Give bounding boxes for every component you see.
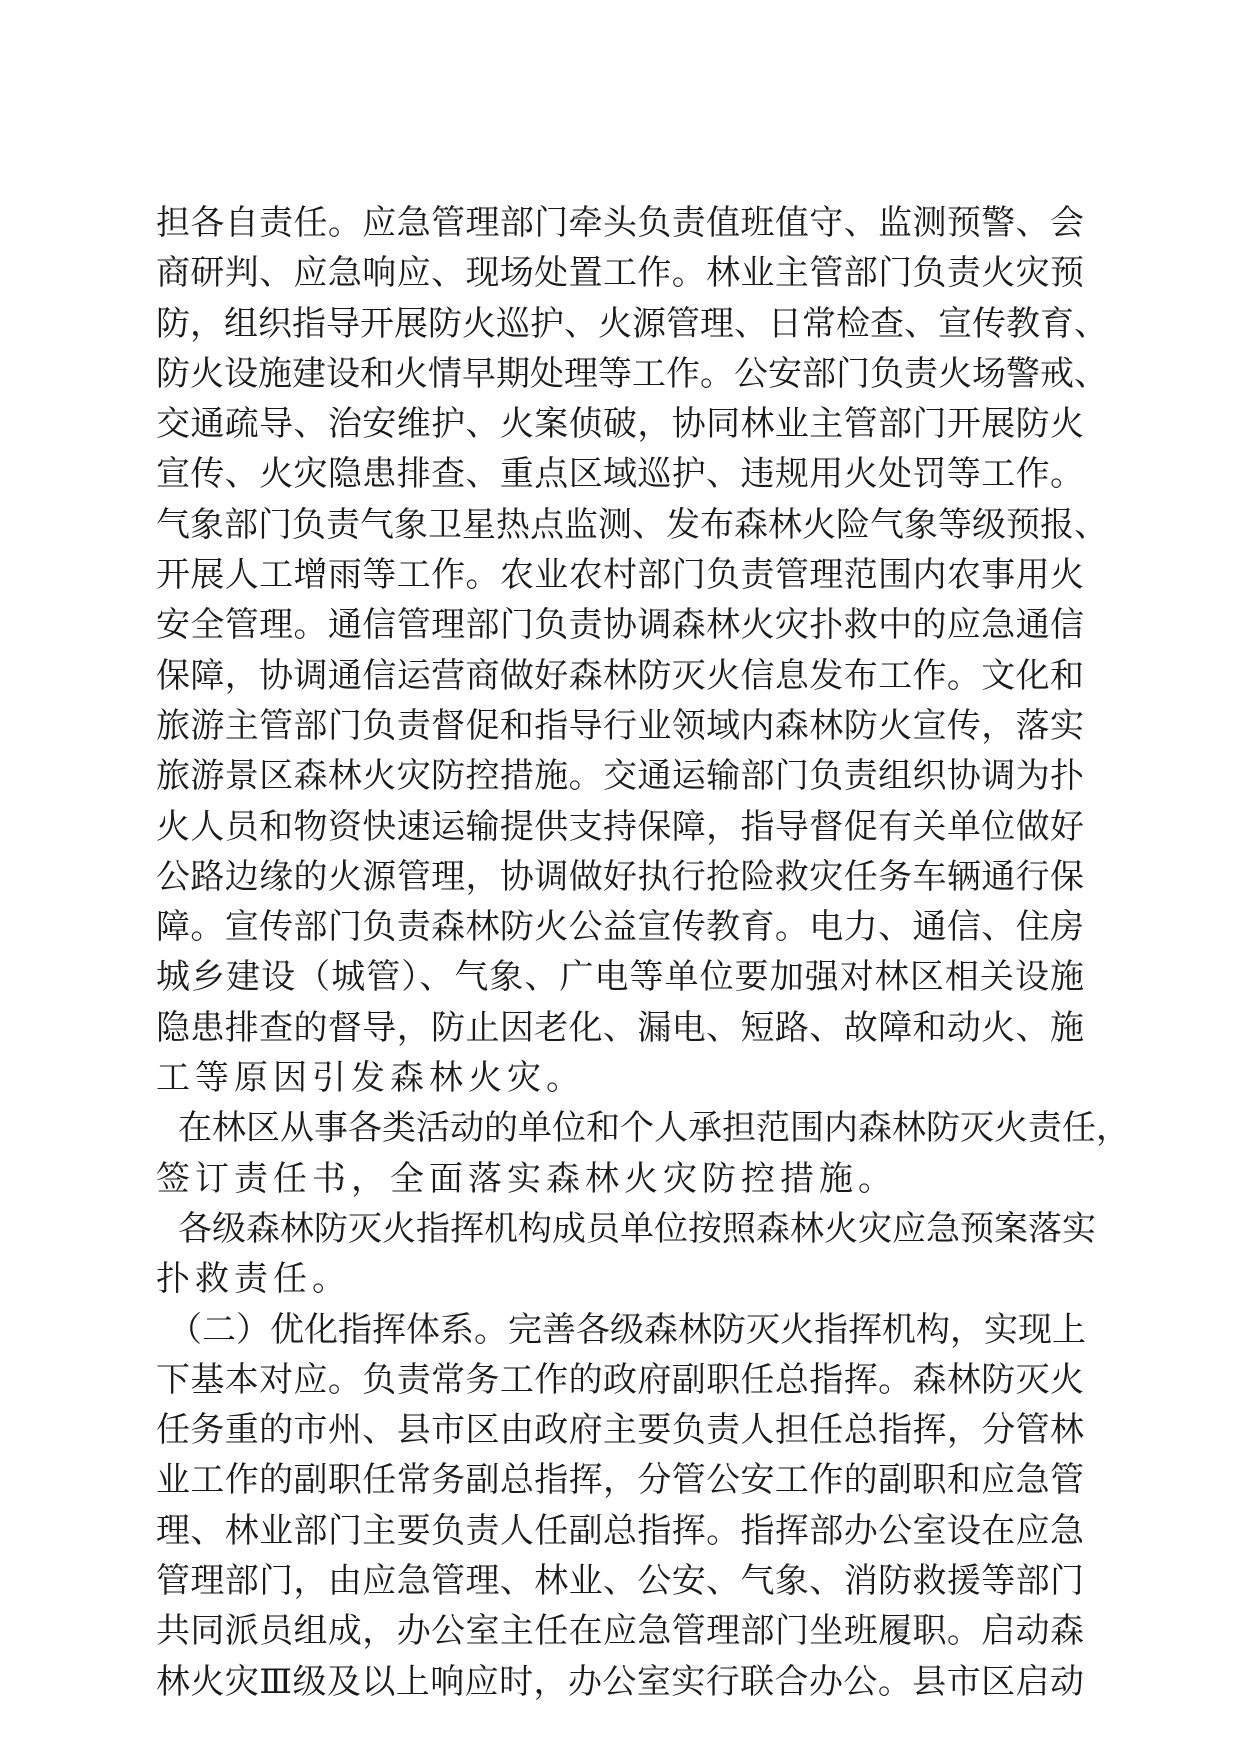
text-line: 林火灾Ⅲ级及以上响应时，办公室实行联合办公。县市区启动 <box>156 1661 1084 1702</box>
text-line: 各级森林防灭火指挥机构成员单位按照森林火灾应急预案落实 <box>178 1208 1096 1249</box>
document-body <box>156 198 1130 1707</box>
text-line: 任务重的市州、县市区由政府主要负责人担任总指挥，分管林 <box>156 1410 1084 1451</box>
text-line: 签订责任书，全面落实森林火灾防控措施。 <box>156 1158 897 1199</box>
text-line: 障。宣传部门负责森林防火公益宣传教育。电力、通信、住房 <box>156 907 1084 948</box>
text-line: 气象部门负责气象卫星热点监测、发布森林火险气象等级预报、 <box>156 504 1108 545</box>
text-line: 防，组织指导开展防火巡护、火源管理、日常检查、宣传教育、 <box>156 303 1108 344</box>
text-line: 隐患排查的督导，防止因老化、漏电、短路、故障和动火、施 <box>156 1007 1084 1048</box>
text-line: 理、林业部门主要负责人任副总指挥。指挥部办公室设在应急 <box>156 1510 1084 1551</box>
text-line: 宣传、火灾隐患排查、重点区域巡护、违规用火处罚等工作。 <box>156 454 1084 495</box>
text-line: 交通疏导、治安维护、火案侦破，协同林业主管部门开展防火 <box>156 404 1084 445</box>
text-line: 下基本对应。负责常务工作的政府副职任总指挥。森林防灭火 <box>156 1359 1084 1400</box>
section-heading-line: （二）优化指挥体系。完善各级森林防灭火指挥机构，实现上 <box>168 1309 1086 1350</box>
text-line: 在林区从事各类活动的单位和个人承担范围内森林防灭火责任， <box>178 1108 1130 1149</box>
text-line: 管理部门，由应急管理、林业、公安、气象、消防救援等部门 <box>156 1561 1084 1602</box>
text-line: 城乡建设（城管）、气象、广电等单位要加强对林区相关设施 <box>156 957 1084 998</box>
text-line: 开展人工增雨等工作。农业农村部门负责管理范围内农事用火 <box>156 555 1084 596</box>
text-line: 旅游主管部门负责督促和指导行业领域内森林防火宣传，落实 <box>156 705 1084 746</box>
text-line: 业工作的副职任常务副总指挥，分管公安工作的副职和应急管 <box>156 1460 1084 1501</box>
text-line: 安全管理。通信管理部门负责协调森林火灾扑救中的应急通信 <box>156 605 1084 646</box>
text-line: 防火设施建设和火情早期处理等工作。公安部门负责火场警戒、 <box>156 353 1108 394</box>
text-line: 旅游景区森林火灾防控措施。交通运输部门负责组织协调为扑 <box>156 756 1084 797</box>
text-line: 公路边缘的火源管理，协调做好执行抢险救灾任务车辆通行保 <box>156 856 1084 897</box>
text-line: 商研判、应急响应、现场处置工作。林业主管部门负责火灾预 <box>156 253 1084 294</box>
text-line: 工等原因引发森林火灾。 <box>156 1058 585 1099</box>
text-line: 保障，协调通信运营商做好森林防灭火信息发布工作。文化和 <box>156 655 1084 696</box>
text-line: 共同派员组成，办公室主任在应急管理部门坐班履职。启动森 <box>156 1611 1084 1652</box>
text-line: 扑救责任。 <box>156 1259 351 1300</box>
text-line: 火人员和物资快速运输提供支持保障，指导督促有关单位做好 <box>156 806 1084 847</box>
text-line: 担各自责任。应急管理部门牵头负责值班值守、监测预警、会 <box>156 203 1084 243</box>
